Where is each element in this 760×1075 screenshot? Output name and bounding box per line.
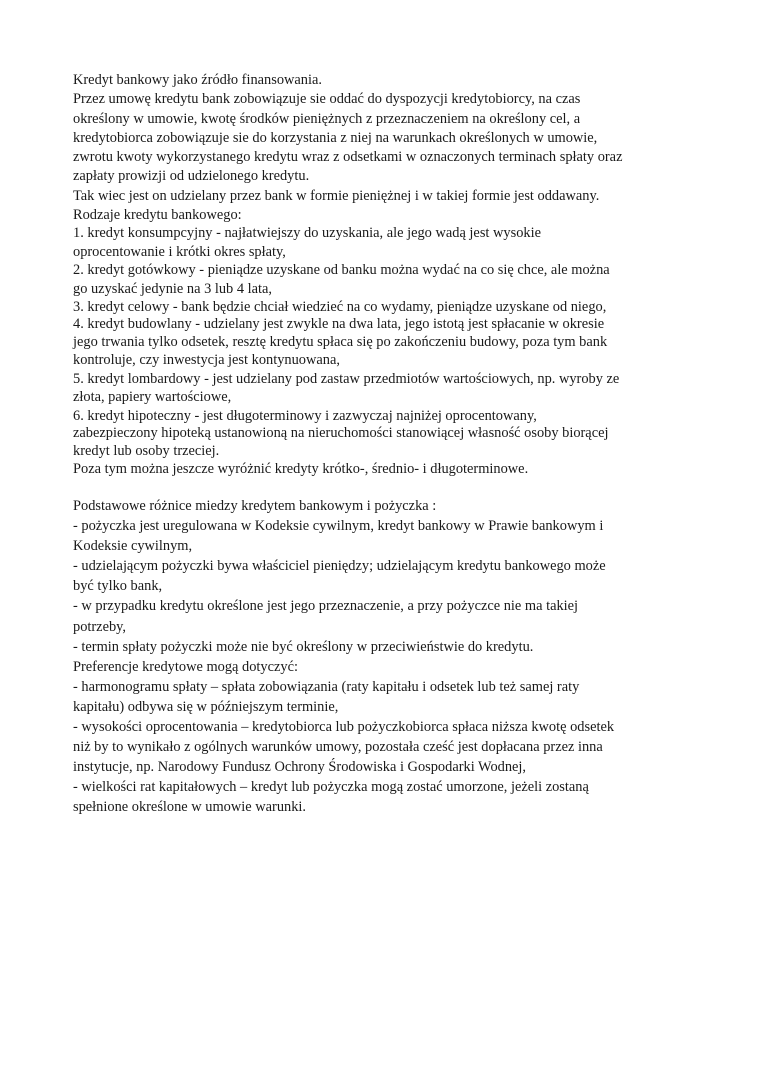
paragraph-line: Poza tym można jeszcze wyróżnić kredyty krótko-, średnio- i długoterminowe. (73, 461, 529, 478)
list-item-line: - w przypadku kredytu określone jest jego przeznaczenie, a przy pożyczce nie ma takiej (73, 598, 579, 615)
list-item-line: - wysokości oprocentowania – kredytobiorca lub pożyczkobiorca spłaca niższa kwotę odsetek (73, 719, 615, 736)
loan-differences-section (73, 496, 693, 818)
document-title: Kredyt bankowy jako źródło finansowania. (73, 72, 322, 88)
list-heading: Preferencje kredytowe mogą dotyczyć: (73, 658, 298, 675)
list-item-line: 5. kredyt lombardowy - jest udzielany pod zastaw przedmiotów wartościowych, np. wyroby ze (73, 370, 620, 387)
paragraph-line: kredytobiorca zobowiązuje sie do korzystania z niej na warunkach określonych w umowie, (73, 129, 598, 146)
paragraph-line: zapłaty prowizji od udzielonego kredytu. (73, 168, 310, 185)
list-item-line: 6. kredyt hipoteczny - jest długoterminowy i zazwyczaj najniżej oprocentowany, (73, 407, 537, 424)
list-item-line: 2. kredyt gotówkowy - pieniądze uzyskane od banku można wydać na co się chce, ale można (73, 262, 610, 279)
paragraph-line: Tak wiec jest on udzielany przez bank w formie pieniężnej i w takiej formie jest oddawany. (73, 187, 600, 204)
list-item-line: Kodeksie cywilnym, (73, 538, 193, 555)
list-item-line: jego trwania tylko odsetek, resztę kredytu spłaca się po zakończeniu budowy, poza tym bank (73, 333, 608, 350)
list-item-line: - pożyczka jest uregulowana w Kodeksie cywilnym, kredyt bankowy w Prawie bankowym i (73, 518, 604, 535)
list-item-line: kontroluje, czy inwestycja jest kontynuowana, (73, 352, 340, 369)
list-item-line: - harmonogramu spłaty – spłata zobowiązania (raty kapitału i odsetek lub też samej raty (73, 678, 580, 695)
list-item-line: 3. kredyt celowy - bank będzie chciał wiedzieć na co wydamy, pieniądze uzyskane od niego, (73, 298, 607, 315)
list-item-line: - termin spłaty pożyczki może nie być określony w przeciwieństwie do kredytu. (73, 638, 534, 655)
section-heading: Podstawowe różnice miedzy kredytem bankowym i pożyczka : (73, 498, 437, 514)
list-item-line: instytucje, np. Narodowy Fundusz Ochrony Środowiska i Gospodarki Wodnej, (73, 759, 527, 776)
list-item-line: - wielkości rat kapitałowych – kredyt lub pożyczka mogą zostać umorzone, jeżeli zostaną (73, 779, 589, 796)
list-item-line: potrzeby, (73, 618, 127, 635)
list-item-line: zabezpieczony hipoteką ustanowioną na nieruchomości stanowiącej własność osoby biorącej (73, 425, 609, 442)
list-item-line: oprocentowanie i krótki okres spłaty, (73, 243, 286, 260)
list-item-line: - udzielającym pożyczki bywa właściciel pieniędzy; udzielającym kredytu bankowego może (73, 558, 606, 575)
list-item-line: kapitału) odbywa się w późniejszym terminie, (73, 698, 339, 715)
paragraph-line: zwrotu kwoty wykorzystanego kredytu wraz z odsetkami w oznaczonych terminach spłaty oraz (73, 149, 623, 166)
credit-definition-section (73, 71, 693, 479)
list-item-line: być tylko bank, (73, 578, 163, 595)
list-item-line: niż by to wynikało z ogólnych warunków umowy, pozostała cześć jest dopłacana przez inna (73, 739, 603, 756)
list-item-line: spełnione określone w umowie warunki. (73, 799, 306, 816)
paragraph-line: określony w umowie, kwotę środków pieniężnych z przeznaczeniem na określony cel, a (73, 110, 581, 127)
list-item-line: 4. kredyt budowlany - udzielany jest zwykle na dwa lata, jego istotą jest spłacanie w okresie (73, 316, 605, 333)
list-item-line: 1. kredyt konsumpcyjny - najłatwiejszy do uzyskania, ale jego wadą jest wysokie (73, 225, 541, 242)
list-item-line: go uzyskać jedynie na 3 lub 4 lata, (73, 280, 273, 297)
list-item-line: złota, papiery wartościowe, (73, 389, 232, 406)
paragraph-line: Przez umowę kredytu bank zobowiązuje sie oddać do dyspozycji kredytobiorcy, na czas (73, 91, 581, 108)
list-item-line: kredyt lub osoby trzeciej. (73, 442, 220, 459)
list-heading: Rodzaje kredytu bankowego: (73, 207, 242, 224)
